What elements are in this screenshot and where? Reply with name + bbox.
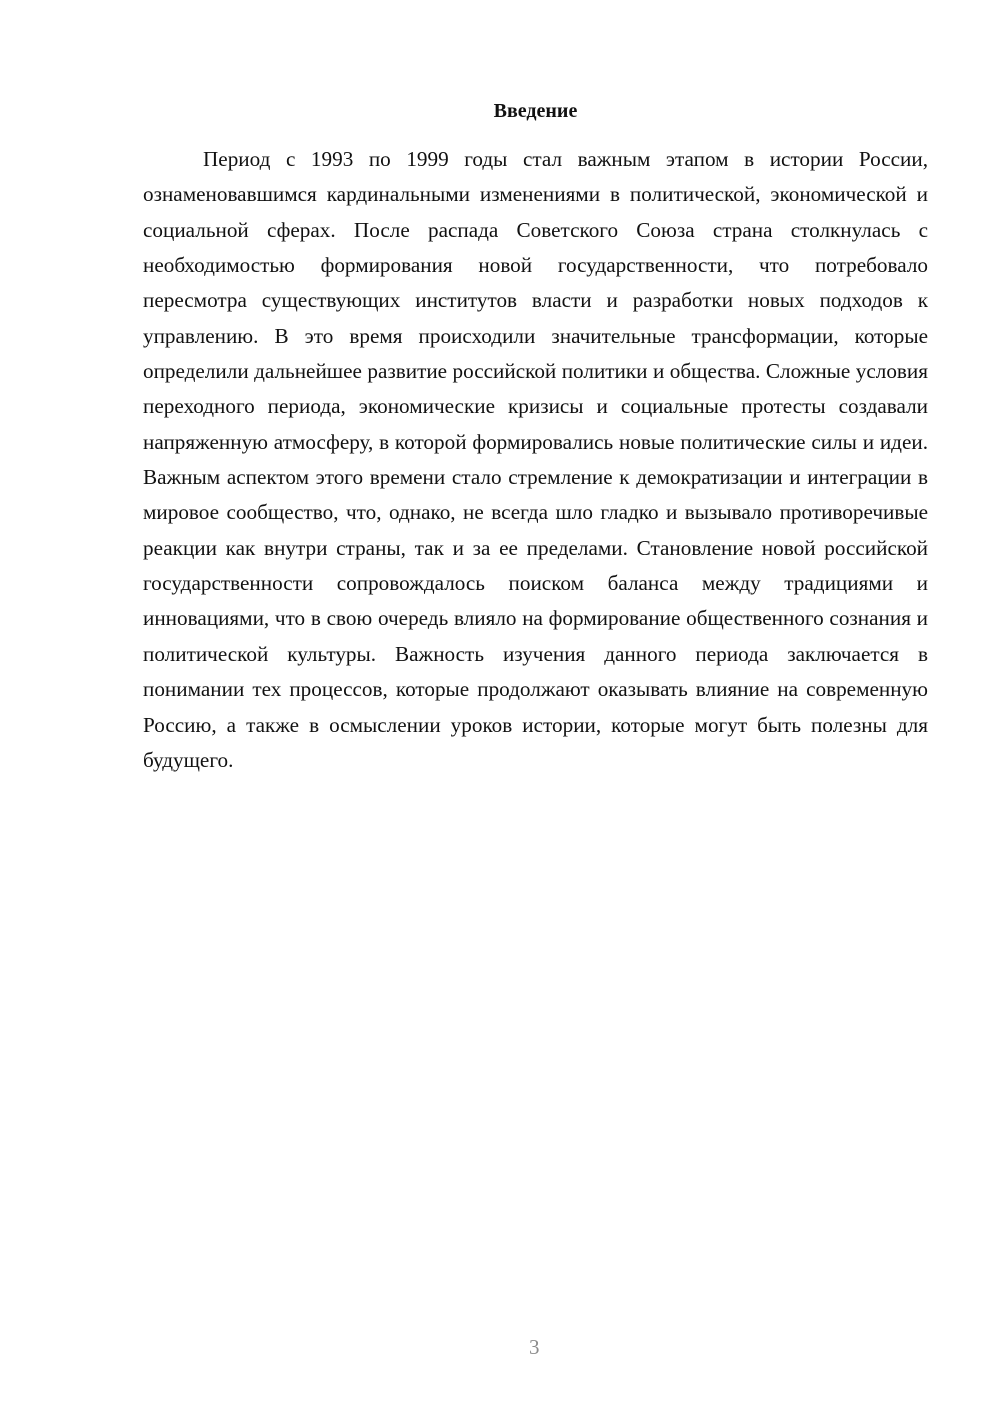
body-paragraph: Период с 1993 по 1999 годы стал важным этапом в истории России, ознаменовавшимся кардинальными изменениями в политической, экономической и социальной сферах. После распада Советского Союза страна столкнулась с необходимостью формирования новой государственности, что потребовало пересмотра существующих институтов власти и разработки новых подходов к управлению. В это время происходили значительные трансформации, которые определили дальнейшее развитие российской политики и общества. Сложные условия переходного периода, экономические кризисы и социальные протесты создавали напряженную атмосферу, в которой формировались новые политические силы и идеи. Важным аспектом этого времени стало стремление к демократизации и интеграции в мировое сообщество, что, однако, не всегда шло гладко и вызывало противоречивые реакции как внутри страны, так и за ее пределами. Становление новой российской государственности сопровождалось поиском баланса между традициями и инновациями, что в свою очередь влияло на формирование общественного сознания и политической культуры. Важность изучения данного периода заключается в понимании тех процессов, которые продолжают оказывать влияние на современную Россию, а также в осмыслении уроков истории, которые могут быть полезны для будущего. (143, 147, 928, 772)
section-heading: Введение (493, 100, 578, 122)
page-number: 3 (529, 1335, 540, 1359)
